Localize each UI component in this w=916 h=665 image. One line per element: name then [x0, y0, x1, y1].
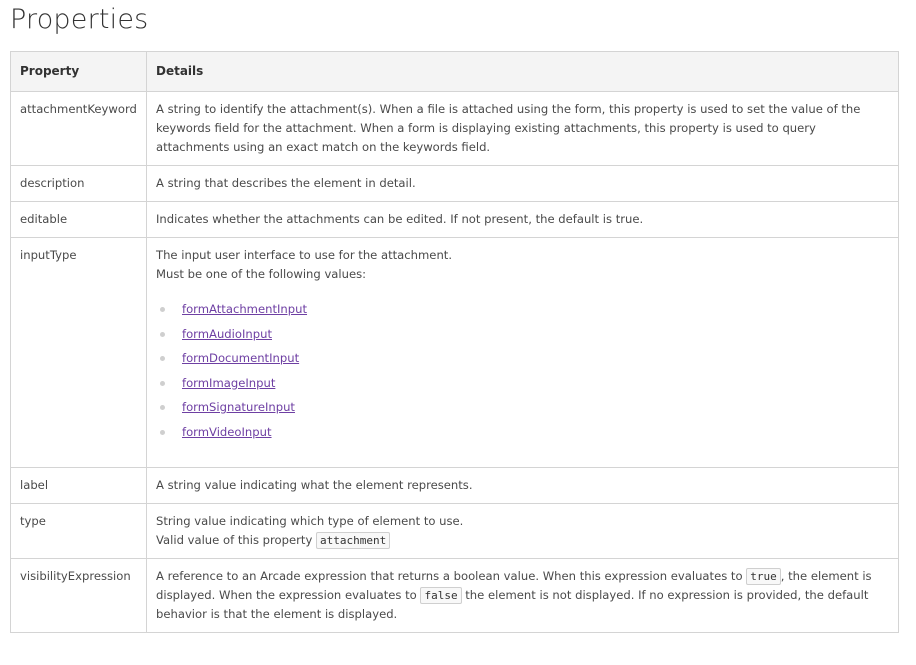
table-row: [11, 468, 899, 504]
table-row: [11, 166, 899, 202]
link-form-attachment-input[interactable]: formAttachmentInput: [182, 302, 308, 316]
code-value-attachment: attachment: [316, 532, 390, 549]
bullet-icon: [160, 332, 165, 337]
table-row: [11, 202, 899, 238]
table-row: [11, 559, 899, 633]
property-details: [147, 504, 899, 559]
property-name: visibilityExpression: [11, 559, 147, 633]
details-text: , the element is displayed. When the expression evaluates to: [156, 569, 872, 602]
list-item: [156, 420, 889, 445]
property-name: type: [11, 504, 147, 559]
property-details: [147, 238, 899, 468]
link-form-image-input[interactable]: formImageInput: [182, 375, 276, 390]
property-name: description: [11, 166, 147, 202]
details-line: String value indicating which type of element to use.: [156, 514, 464, 528]
property-details: [147, 559, 899, 633]
bullet-icon: [160, 307, 165, 312]
table-row: [11, 92, 899, 166]
details-line: Must be one of the following values:: [156, 267, 367, 281]
property-details: A string that describes the element in detail.: [147, 166, 899, 202]
list-item: [156, 395, 889, 420]
details-text: the element is not displayed. If no expression is provided, the default behavior is that the element is displayed.: [156, 588, 869, 621]
details-text: A reference to an Arcade expression that returns a boolean value. When this expression evaluates to: [156, 569, 743, 583]
property-name: editable: [11, 202, 147, 238]
property-name: attachmentKeyword: [11, 92, 147, 166]
column-header-details: Details: [147, 52, 899, 92]
list-item: [156, 346, 889, 371]
bullet-icon: [160, 381, 165, 386]
column-header-property: Property: [11, 52, 147, 92]
value-list: [156, 297, 889, 444]
property-details: A string value indicating what the element represents.: [147, 468, 899, 504]
bullet-icon: [160, 405, 165, 410]
bullet-icon: [160, 430, 165, 435]
page-title: Properties: [10, 4, 149, 35]
property-name: inputType: [11, 238, 147, 468]
list-item: [156, 297, 889, 322]
details-line: Valid value of this property: [156, 533, 313, 547]
code-value-false: false: [420, 587, 461, 604]
table-row: [11, 238, 899, 468]
properties-table: [10, 51, 899, 633]
property-details: A string to identify the attachment(s). When a file is attached using the form, this property is used to set the value of the keywords field for the attachment. When a form is displaying existing attachments, this property is used to query attachments using an exact match on the keywords field.: [147, 92, 899, 166]
table-row: [11, 504, 899, 559]
property-name: label: [11, 468, 147, 504]
list-item: [156, 371, 889, 396]
link-form-signature-input[interactable]: formSignatureInput: [182, 400, 295, 414]
details-line: The input user interface to use for the attachment.: [156, 248, 453, 262]
link-form-document-input[interactable]: formDocumentInput: [182, 351, 300, 365]
link-form-audio-input[interactable]: formAudioInput: [182, 326, 273, 341]
list-item: [156, 322, 889, 347]
bullet-icon: [160, 356, 165, 361]
code-value-true: true: [746, 568, 781, 585]
link-form-video-input[interactable]: formVideoInput: [182, 424, 272, 439]
property-details: Indicates whether the attachments can be edited. If not present, the default is true.: [147, 202, 899, 238]
table-header-row: [11, 52, 899, 92]
